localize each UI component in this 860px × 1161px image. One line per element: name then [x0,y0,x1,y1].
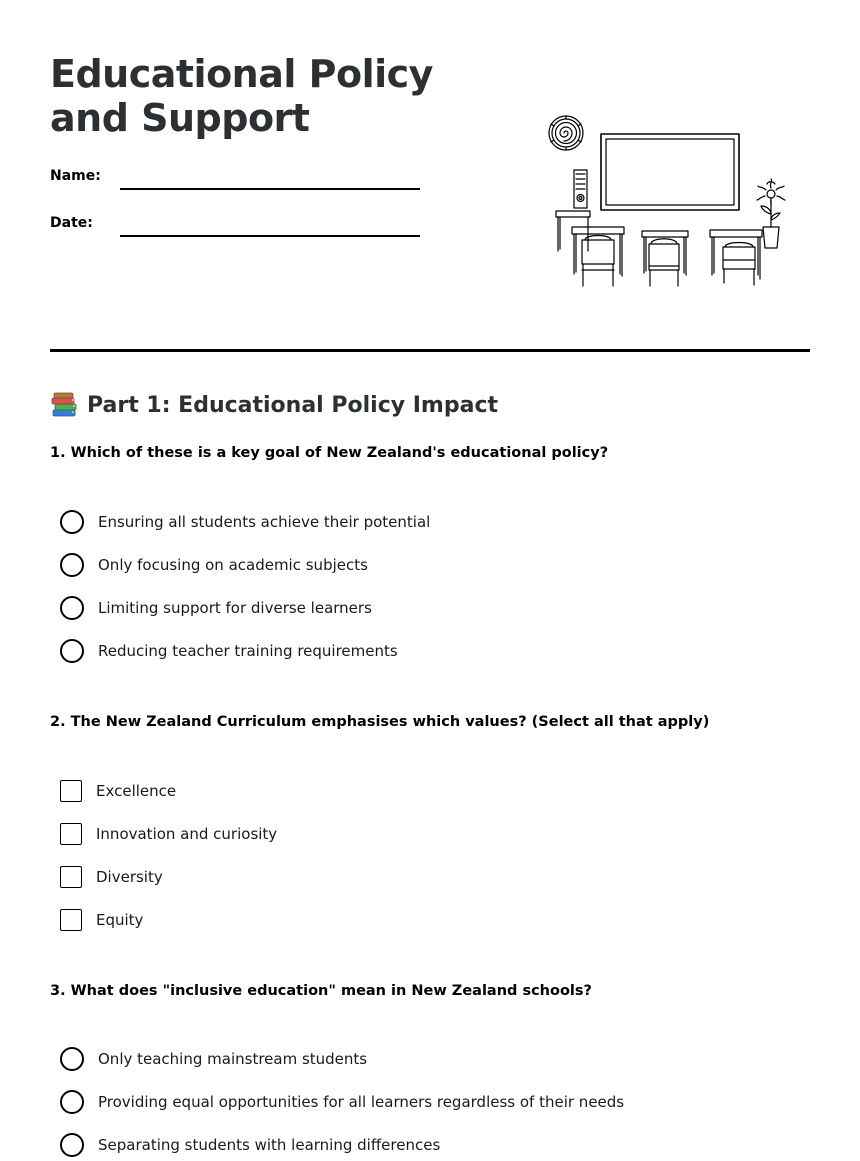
q3-option-2[interactable] [60,1089,624,1115]
option-label: Equity [96,911,144,929]
part1-heading [50,390,498,420]
date-line[interactable] [120,235,420,237]
option-label: Providing equal opportunities for all learners regardless of their needs [98,1093,625,1111]
question-3: 3. What does "inclusive education" mean in New Zealand schools? [50,983,592,999]
option-label: Diversity [96,868,163,886]
header-divider [50,349,810,352]
option-label: Only teaching mainstream students [98,1050,368,1068]
checkbox[interactable] [60,866,82,888]
question-2: 2. The New Zealand Curriculum emphasises which values? (Select all that apply) [50,714,710,730]
spiral-wall-decoration-icon [549,116,583,150]
part1-title: Part 1: Educational Policy Impact [87,392,498,418]
side-table-icon [556,211,590,251]
q2-option-2[interactable] [60,821,277,847]
radio-button[interactable] [60,639,84,663]
books-icon [50,391,78,419]
q1-option-4[interactable] [60,638,398,664]
checkbox[interactable] [60,780,82,802]
radio-button[interactable] [60,553,84,577]
radio-button[interactable] [60,596,84,620]
option-label: Reducing teacher training requirements [98,642,398,660]
checkbox[interactable] [60,823,82,845]
q3-option-3[interactable] [60,1132,440,1158]
potted-flower-icon [757,179,785,248]
whiteboard-icon [601,134,739,210]
radio-button[interactable] [60,1047,84,1071]
name-label: Name: [50,168,101,184]
name-field[interactable] [50,168,430,198]
option-label: Only focusing on academic subjects [98,556,368,574]
option-label: Innovation and curiosity [96,825,278,843]
q2-option-1[interactable] [60,778,176,804]
q1-option-2[interactable] [60,552,368,578]
question-1: 1. Which of these is a key goal of New Zealand's educational policy? [50,445,609,461]
radio-button[interactable] [60,1090,84,1114]
q2-option-3[interactable] [60,864,163,890]
radio-button[interactable] [60,1133,84,1157]
q1-option-1[interactable] [60,509,430,535]
option-label: Ensuring all students achieve their potential [98,513,431,531]
classroom-illustration [545,110,790,295]
option-label: Limiting support for diverse learners [98,599,372,617]
desk-icon [572,227,624,286]
q3-option-1[interactable] [60,1046,367,1072]
date-field[interactable] [50,215,430,245]
worksheet-title: Educational Policy and Support [50,52,433,140]
desk-icon-3 [710,230,762,285]
checkbox[interactable] [60,909,82,931]
radio-button[interactable] [60,510,84,534]
desk-icon-2 [642,231,688,286]
option-label: Excellence [96,782,177,800]
date-label: Date: [50,215,93,231]
name-line[interactable] [120,188,420,190]
q1-option-3[interactable] [60,595,372,621]
option-label: Separating students with learning differences [98,1136,441,1154]
q2-option-4[interactable] [60,907,143,933]
carved-panel-icon [574,170,587,208]
